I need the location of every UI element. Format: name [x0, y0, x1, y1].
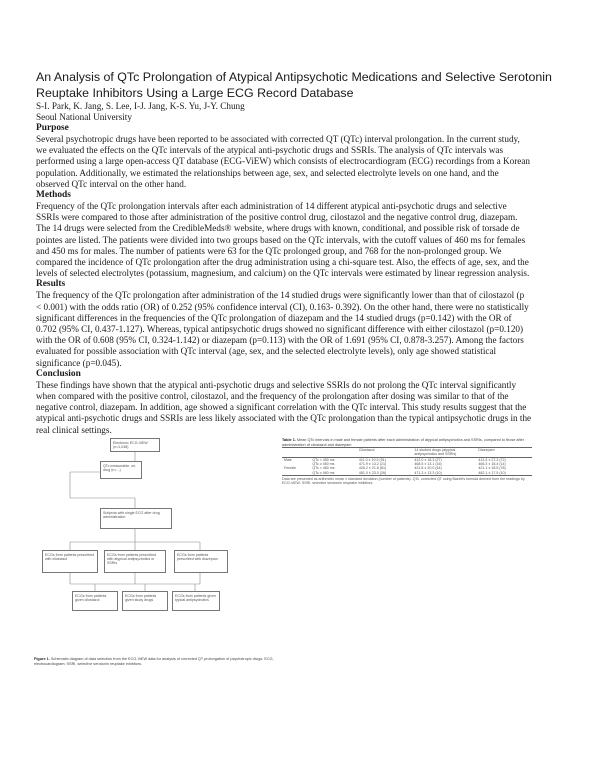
diagram-box-group-study: ECGs from patients given study drugs [122, 591, 168, 611]
text-line: population. Additionally, we estimated the relationships between age, sex, and selected electrolyte levels on one hand, and the [36, 167, 499, 178]
title-line-1: An Analysis of QTc Prolongation of Atypical Antipsychotic Medications and Selective Serotonin [36, 70, 552, 84]
text-line: atypical anti-psychotic drugs and SSRIs are less likely associated with the QTc prolongation than the typical antipsychotic drugs in the [36, 413, 532, 424]
purpose-heading: Purpose [36, 123, 69, 133]
results-heading: Results [36, 279, 66, 290]
table-cell: 471.3 ± 13.3 (10) [414, 470, 442, 475]
text-line: Several psychotropic drugs have been reported to be associated with corrected QT (QTc) interval prolongation. In the current study, [36, 134, 520, 144]
results-table-block [282, 438, 532, 486]
table-header-row [282, 448, 532, 458]
text-line: Frequency of the QTc prolongation intervals after each administration of 14 different atypical anti-psychotic drugs and selective [36, 201, 507, 212]
results-text [36, 290, 568, 368]
table-cell: QTc ≥ 450 ms [312, 462, 335, 467]
table-header-cell: Cilostazol [358, 448, 375, 453]
text-line: compared the incidence of QTc prolongation after the drug administration using a chi-square test. Also, the effects of age, sex, and the [36, 257, 529, 268]
table-cell [282, 471, 310, 476]
table-cell: 471.9 ± 13.2 (21) [358, 462, 387, 467]
text-line: 0.702 (95% CI, 0.437-1.127). Whereas, typical antipsychotic drugs showed no significant difference with either cilostazol (p=0.120) [36, 324, 524, 335]
text-line: These findings have shown that the atypical anti-psychotic drugs and selective SSRIs do not prolong the QTc interval significantly [36, 379, 517, 390]
authors: S-I. Park, K. Jang, S. Lee, I-J. Jang, K-S. Yu, J-Y. Chung [36, 101, 245, 111]
table-title-label: Table 1. [282, 438, 296, 442]
table-cell: 481.0 ± 23.0 (26) [358, 470, 387, 475]
text-line: evaluated for possible association with QTc interval (age, sex, and the selected electrolyte levels), only age showed statistical [36, 346, 497, 357]
diagram-box-single-ecg: Subjects with single ECG after drug administration [100, 508, 172, 529]
text-line: < 0.001) with the odds ratio (OR) of 0.252 (95% confidence interval (CI), 0.163- 0.392). On the other hand, there were no statistically [36, 301, 529, 312]
table-cell: QTc < 450 ms [312, 457, 335, 462]
figure-caption-label: Figure 1. [34, 657, 50, 661]
table-header-cell: Diazepam [478, 448, 495, 453]
methods-heading: Methods [36, 190, 71, 201]
table-header-cell [282, 448, 310, 458]
table-cell: 482.1 ± 17.5 (10) [478, 470, 506, 475]
diagram-box-qtc: QTc measurable, on-drug (n=...) [100, 461, 142, 479]
title-line-2: Reuptake Inhibitors Using a Large ECG Record Database [36, 85, 354, 100]
qtc-table [282, 447, 532, 476]
table-cell: 421.1 ± 18.5 (78) [478, 466, 506, 471]
table-cell: Female [284, 466, 296, 471]
text-line: SSRIs were compared to those after administration of the positive control drug, cilostazol and the negative control drug, diazepam. [36, 212, 518, 223]
text-line: and 450 ms for males. The number of patients were 63 for the QTc prolonged group, and 768 for the non-prolonged group. We [36, 245, 502, 256]
text-line: levels of selected electrolytes (potassium, magnesium, and calcium) on the QTc intervals were estimated by linear regression analysis. [36, 268, 530, 279]
table-cell: 412.0 ± 18.3 (27) [414, 457, 442, 462]
purpose-text [36, 134, 568, 190]
figure-caption-text: Schematic diagram of data selection from the ECG-ViEW data for analysis of corrected QT prolongation of psychotropic drugs. ECG, electrocardiogram; SSRI, selective serotonin reuptake inhibitors. [34, 657, 274, 666]
text-line: we evaluated the effects on the QTc intervals of the atypical anti-psychotic drugs and SSRIs. The analysis of QTc intervals was [36, 145, 504, 156]
text-line: significance (p=0.045). [36, 357, 122, 368]
table-footnote: Data are presented as arithmetic mean ± standard deviation (number of patients). QTc, corrected QT using Bazett's formula derived from the readings by ECG-ViEW; SSRI, selective serotonin reuptake inhibitors. [282, 476, 525, 486]
affiliation: Seoul National University [36, 112, 132, 122]
table-cell: 466.3 ± 16.4 (14) [478, 462, 506, 467]
text-line: performed using a large open-access QT database (ECG-ViEW) which consists of electrocardiogram (ECG) recordings from a Korean [36, 156, 531, 167]
table-cell: 426.2 ± 21.8 (81) [358, 466, 387, 471]
diagram-box-study-drugs: ECGs from patients prescribed with atypical antipsychotics or SSRIs [104, 550, 166, 573]
conclusion-text [36, 380, 568, 436]
diagram-box-cilostazol: ECGs from patients prescribed with cilostazol [42, 550, 98, 573]
text-line: significant differences in the frequencies of the QTc prolongation of diazepam and the 14 studied drugs (p=0.142) with the OR of [36, 312, 512, 323]
table-cell: 413.4 ± 27.3 (72) [478, 457, 506, 462]
diagram-box-group-cilostazol: ECGs from patients given cilostazol [72, 591, 118, 611]
diagram-box-group-typical: ECGs from patients given typical antipsychotics [172, 591, 220, 611]
text-line: real clinical settings. [36, 424, 112, 435]
methods-text [36, 201, 568, 279]
text-line: observed QTc interval on the other hand. [36, 178, 187, 189]
flow-diagram [34, 438, 264, 656]
diagram-box-database: Electronic ECG-ViEW (n=1,048) [110, 438, 160, 452]
text-line: The frequency of the QTc prolongation after administration of the 14 studied drugs were significantly lower than that of cilostazol (p [36, 290, 525, 301]
conclusion-heading: Conclusion [36, 368, 81, 379]
table-cell: 468.5 ± 13.1 (16) [414, 462, 442, 467]
table-row [282, 471, 532, 476]
text-line: when compared with the positive control, cilostazol, and the frequency of the prolongation after dosing was similar to that of the [36, 391, 509, 402]
diagram-connectors [34, 438, 264, 656]
table-header-cell: 14 studied drugs (atypical antipsychotics and SSRIs) [414, 448, 457, 457]
text-line: The 14 drugs were selected from the CredibleMeds® website, where drugs with known, conditional, and possible risk of torsade de [36, 223, 520, 234]
text-line: pointes are listed. The patients were divided into two groups based on the QTc intervals, with the cutoff values of 460 ms for females [36, 234, 526, 245]
table-cell: Male [284, 457, 292, 462]
table-title-text: Mean QTc intervals in male and female patients after each administration of atypical antipsychotics and SSRIs, compared to those after administration of cilostazol and diazepam [282, 438, 525, 447]
diagram-box-diazepam: ECGs from patients prescribed with diazepam [174, 550, 228, 573]
table-cell: QTc < 460 ms [312, 466, 335, 471]
table-cell: 421.8 ± 20.0 (44) [414, 466, 442, 471]
table-title [282, 438, 532, 447]
table-header-cell [310, 448, 357, 458]
table-cell: 411.0 ± 19.9 (51) [358, 457, 386, 462]
text-line: with the OR of 0.608 (95% CI, 0.324-1.142) or diazepam (p=0.113) with the OR of 1.691 (95% CI, 0.878-3.257). Among the factors [36, 335, 524, 346]
poster-abstract [36, 70, 568, 436]
text-line: negative control, diazepam. In addition, age showed a significant correlation with the QTc interval. This study results suggest that the [36, 402, 527, 413]
figure-caption [34, 657, 274, 666]
table-cell: QTc ≥ 460 ms [312, 470, 335, 475]
